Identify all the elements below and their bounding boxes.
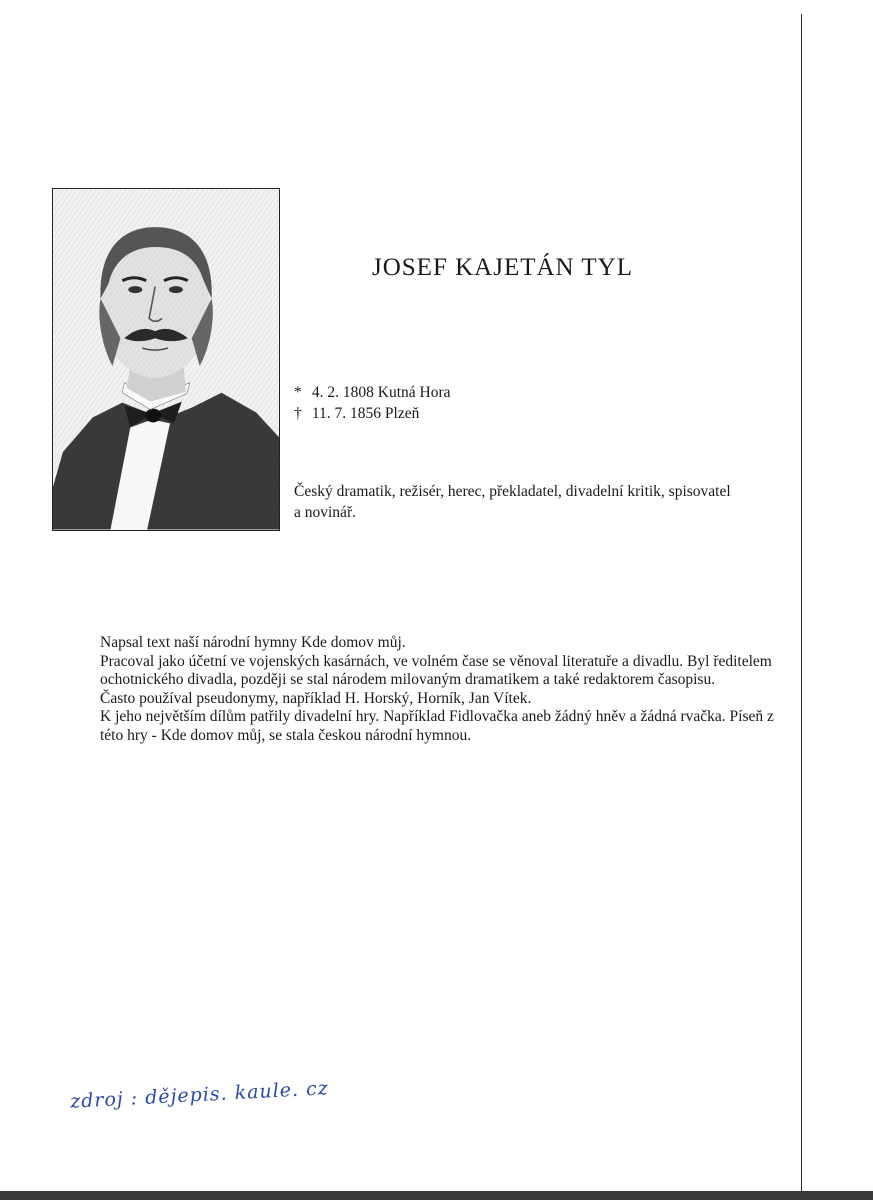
- biography: [100, 634, 780, 745]
- bio-paragraph: Často používal pseudonymy, například H. Horský, Horník, Jan Vítek.: [100, 689, 532, 707]
- birth-symbol: *: [294, 384, 302, 401]
- portrait-engraving: [53, 189, 279, 530]
- person-name-title: JOSEF KAJETÁN TYL: [372, 254, 633, 281]
- portrait-image: [52, 188, 280, 531]
- bio-paragraph: Napsal text naší národní hymny Kde domov můj.: [100, 634, 406, 651]
- death-line: [294, 403, 451, 424]
- bio-paragraph: Pracoval jako účetní ve vojenských kasárnách, ve volném čase se věnoval literatuře a divadlu. Byl ředitelem ochotnického divadla, později se stal národem milovaným dramatikem a také redaktorem časopisu.: [100, 652, 772, 688]
- death-date-place: 11. 7. 1856 Plzeň: [311, 405, 420, 422]
- death-symbol: †: [294, 405, 302, 422]
- birth-line: [294, 382, 451, 403]
- occupation-text: Český dramatik, režisér, herec, překladatel, divadelní kritik, spisovatel a novinář.: [294, 483, 731, 521]
- page-edge-line: [801, 14, 802, 1194]
- scan-bottom-strip: [0, 1191, 873, 1200]
- life-dates: [294, 382, 451, 424]
- birth-date-place: 4. 2. 1808 Kutná Hora: [311, 384, 451, 401]
- handwritten-source-note: zdroj : dějepis. kaule. cz: [69, 1077, 330, 1113]
- bio-paragraph: K jeho největším dílům patřily divadelní hry. Například Fidlovačka aneb žádný hněv a žádná rvačka. Píseň z této hry - Kde domov můj, se stala českou národní hymnou.: [100, 708, 774, 744]
